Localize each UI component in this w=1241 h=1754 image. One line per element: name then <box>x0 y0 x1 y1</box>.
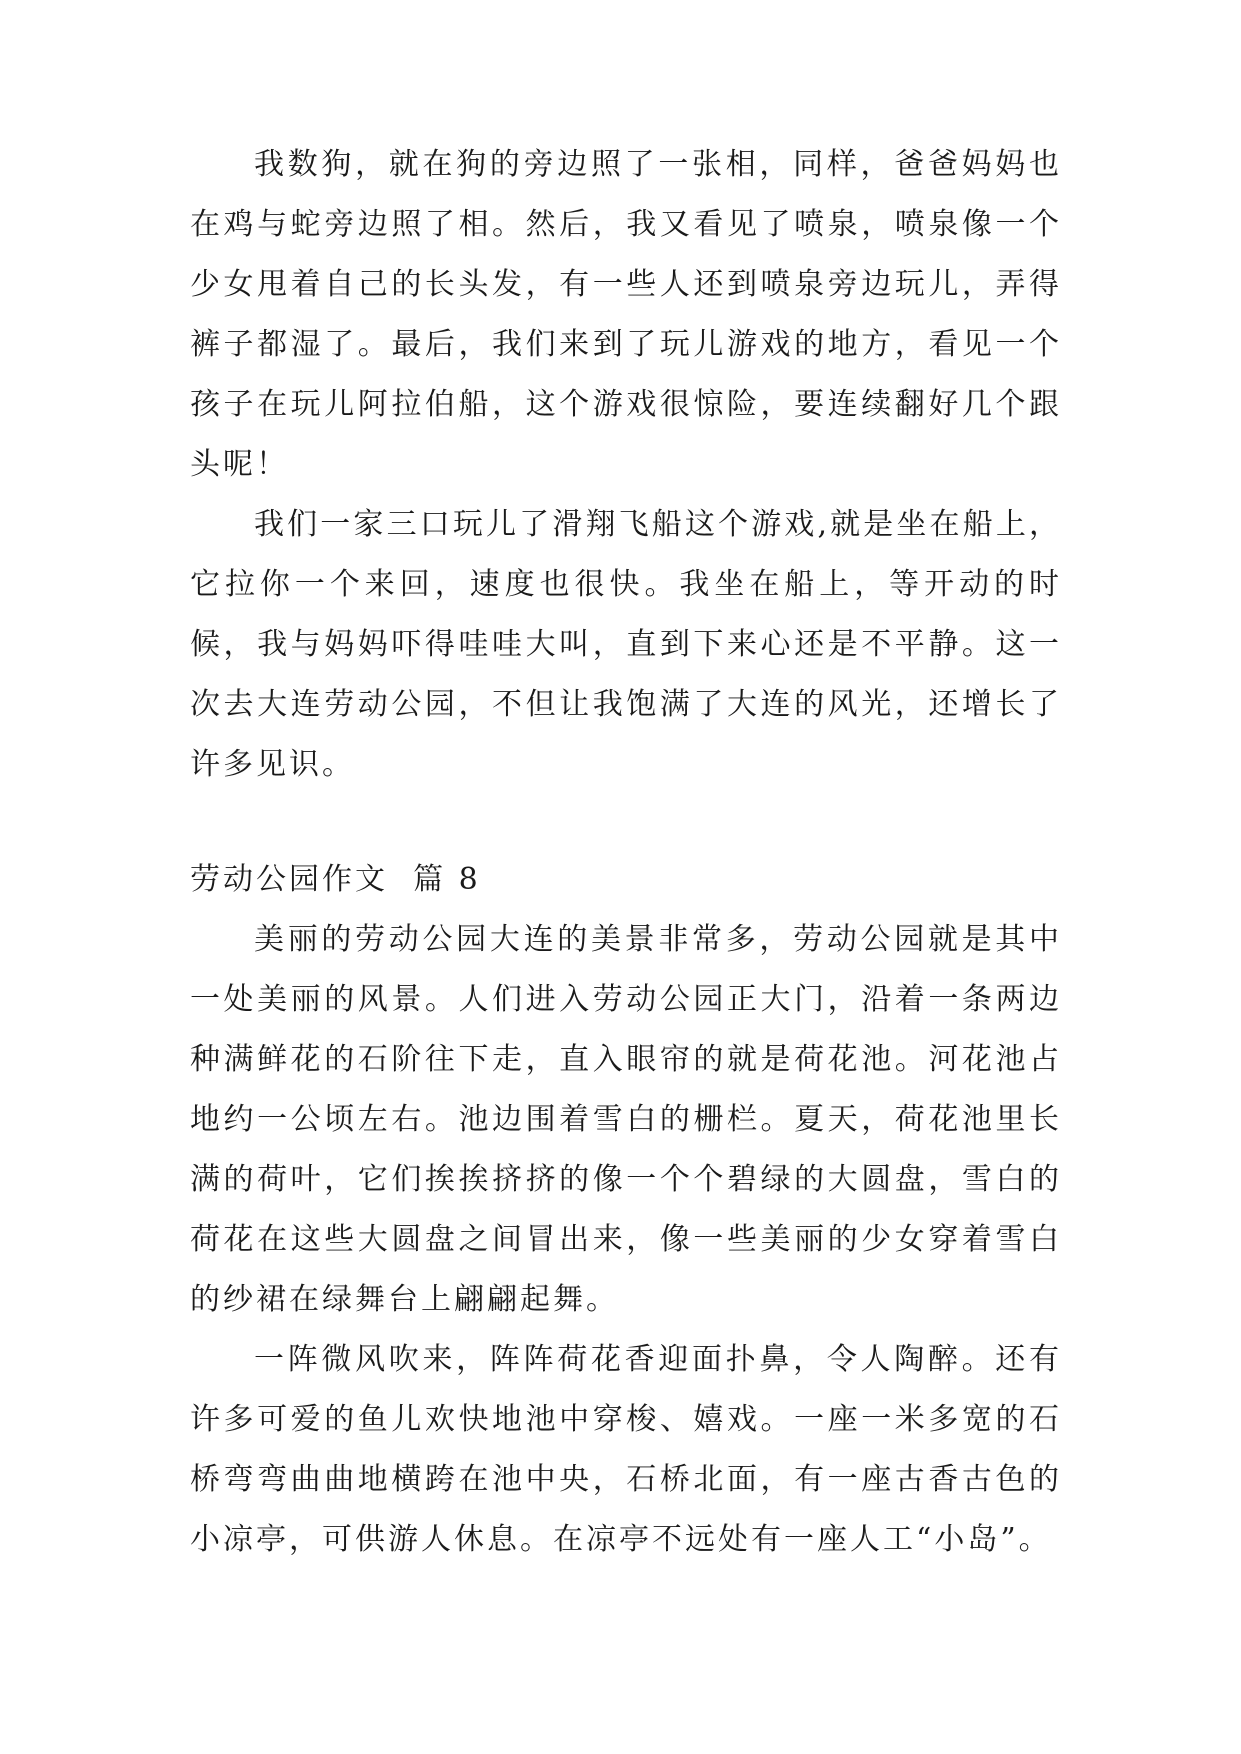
paragraph-lotus-pond: 美丽的劳动公园大连的美景非常多，劳动公园就是其中一处美丽的风景。人们进入劳动公园正大门，沿着一条两边种满鲜花的石阶往下走，直入眼帘的就是荷花池。河花池占地约一公顷左右。池边围着雪白的栅栏。夏天，荷花池里长满的荷叶，它们挨挨挤挤的像一个个碧绿的大圆盘，雪白的荷花在这些大圆盘之间冒出来，像一些美丽的少女穿着雪白的纱裙在绿舞台上翩翩起舞。 <box>190 922 1062 1317</box>
paragraph-gliding-ship: 我们一家三口玩儿了滑翔飞船这个游戏,就是坐在船上，它拉你一个来回，速度也很快。我坐在船上，等开动的时候，我与妈妈吓得哇哇大叫，直到下来心还是不平静。这一次去大连劳动公园，不但让我饱满了大连的风光，还增长了许多见识。 <box>190 507 1062 782</box>
paragraph-breeze-bridge: 一阵微风吹来，阵阵荷花香迎面扑鼻，令人陶醉。还有许多可爱的鱼儿欢快地池中穿梭、嬉戏。一座一米多宽的石桥弯弯曲曲地横跨在池中央，石桥北面，有一座古香古色的小凉亭，可供游人休息。在凉亭不远处有一座人工“小岛”。 <box>190 1342 1062 1557</box>
paragraph-park-visit: 我数狗，就在狗的旁边照了一张相，同样，爸爸妈妈也在鸡与蛇旁边照了相。然后，我又看见了喷泉，喷泉像一个少女甩着自己的长头发，有一些人还到喷泉旁边玩儿，弄得裤子都湿了。最后，我们来到了玩儿游戏的地方，看见一个孩子在玩儿阿拉伯船，这个游戏很惊险，要连续翻好几个跟头呢！ <box>190 147 1062 482</box>
section-heading: 劳动公园作文 篇 8 <box>190 862 481 897</box>
